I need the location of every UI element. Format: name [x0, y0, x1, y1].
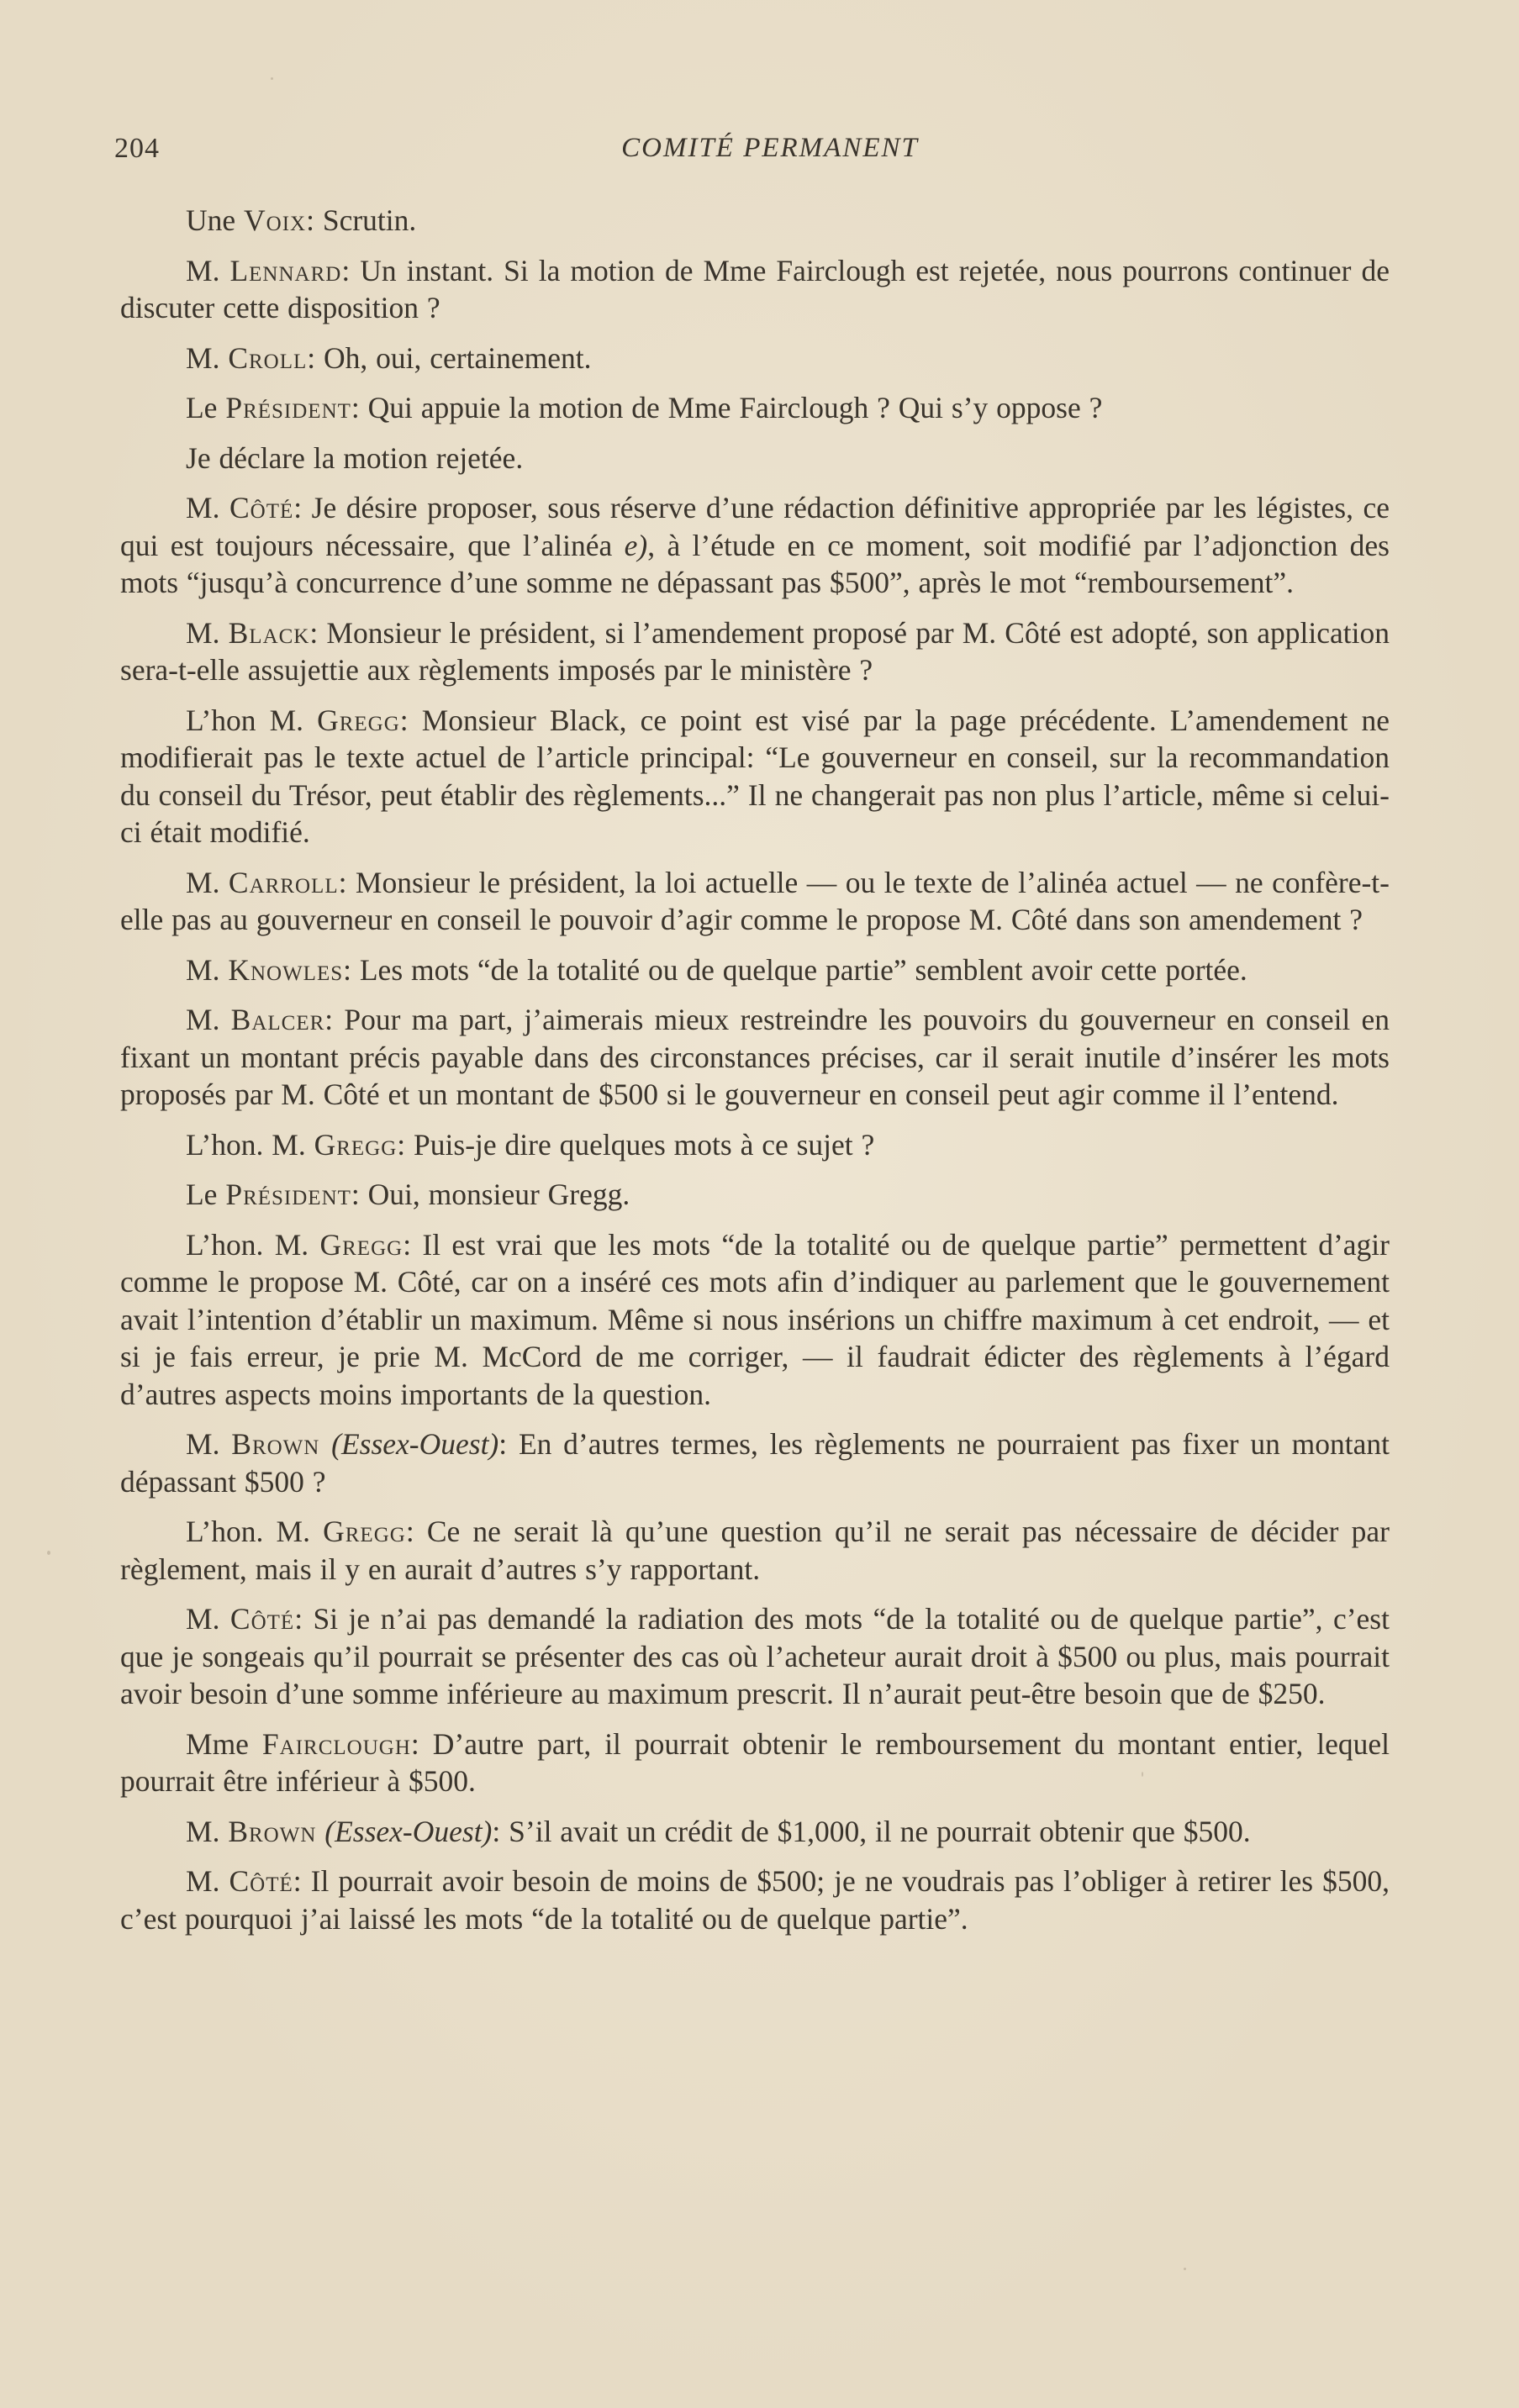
speaker-separator: :	[307, 340, 324, 375]
speech-text: Monsieur Black, ce point est visé par la page précédente. L’amendement ne modifierait pas le texte actuel de l’article principal: “Le gouverneur en conseil, sur la recommandation du conseil du Trésor, peut établir des règlements...” Il ne changerait pas non plus l’article, même si celui-ci était modifié.	[120, 703, 1390, 849]
speaker-title: M.	[186, 491, 220, 524]
speaker-title: Une	[186, 203, 236, 237]
speaker-separator: :	[294, 1602, 314, 1636]
transcript-paragraph	[120, 1176, 1390, 1214]
speech-text: Ce ne serait là qu’une question qu’il ne serait pas nécessaire de décider par règlement, mais il y en aurait d’autres s’y rapportant.	[120, 1515, 1390, 1586]
transcript-paragraph	[120, 489, 1390, 602]
transcript-paragraph	[120, 1226, 1390, 1414]
speaker-separator: :	[399, 703, 422, 737]
speaker-separator: :	[306, 203, 323, 237]
speaker-name: Gregg	[323, 1515, 406, 1548]
speaker-title: L’hon. M.	[186, 1515, 310, 1548]
transcript-paragraph	[120, 951, 1390, 989]
speech-text: Pour ma part, j’aimerais mieux restreindre les pouvoirs du gouverneur en conseil en fixant un montant précis payable dans des circonstances précises, car il serait inutile d’insérer les mots proposés par M. Côté et un montant de $500 si le gouverneur en conseil peut agir comme il l’entend.	[120, 1003, 1390, 1111]
speech-text: Si je n’ai pas demandé la radiation des mots “de la totalité ou de quelque partie”, c’est que je songeais qu’il pourrait se présenter des cas où l’acheteur aurait droit à $500 ou plus, mais pourrait avoir besoin d’une somme inférieure au maximum prescrit. Il n’aurait peut-être besoin que de $250.	[120, 1602, 1390, 1710]
transcript-paragraph	[120, 1863, 1390, 1937]
transcript-paragraph	[120, 440, 1390, 477]
speaker-title: L’hon M.	[186, 703, 304, 737]
paper-speck	[1142, 1772, 1143, 1777]
speech-text: Qui appuie la motion de Mme Fairclough ? Qui s’y oppose ?	[367, 391, 1103, 424]
speaker-name: Brown	[231, 1427, 320, 1461]
speaker-title: M.	[186, 1003, 220, 1036]
speaker-riding: (Essex-Ouest)	[324, 1814, 493, 1848]
speech-text: Les mots “de la totalité ou de quelque partie” semblent avoir cette portée.	[359, 952, 1247, 987]
speaker-name: Lennard	[229, 253, 342, 287]
transcript-paragraph	[120, 1425, 1390, 1500]
speaker-title: L’hon. M.	[186, 1127, 306, 1162]
speech-text: Monsieur le président, la loi actuelle — ou le texte de l’alinéa actuel — ne confère-t-elle pas au gouverneur en conseil le pouvoir d’agir comme le propose M. Côté dans son amendement ?	[120, 865, 1390, 936]
speech-text: Puis-je dire quelques mots à ce sujet ?	[414, 1127, 875, 1162]
speaker-separator: :	[492, 1814, 509, 1848]
speaker-separator: :	[403, 1227, 423, 1262]
transcript-paragraph	[120, 202, 1390, 240]
speaker-riding: (Essex-Ouest)	[331, 1427, 499, 1461]
speaker-separator: :	[341, 253, 361, 287]
speaker-name: Balcer	[230, 1003, 325, 1036]
transcript-paragraph	[120, 1726, 1390, 1800]
transcript-paragraph	[120, 1126, 1390, 1164]
transcript-body	[120, 202, 1390, 1950]
speaker-name: Fairclough	[261, 1726, 411, 1761]
speaker-separator: :	[498, 1427, 519, 1461]
speaker-separator: :	[293, 1864, 311, 1898]
speaker-title: Le	[186, 1178, 218, 1211]
speaker-separator: :	[343, 952, 360, 987]
transcript-paragraph	[120, 1600, 1390, 1713]
speaker-name: Gregg	[319, 1227, 403, 1262]
running-title: COMITÉ PERMANENT	[621, 133, 919, 163]
paper-speck	[1184, 2268, 1186, 2270]
page-number: 204	[114, 133, 160, 164]
speaker-name: Gregg	[317, 703, 400, 737]
speaker-name: Côté	[229, 491, 294, 524]
speaker-name: Voix	[244, 203, 307, 237]
paper-speck	[271, 77, 273, 80]
speaker-title: M.	[186, 340, 220, 375]
speech-text: Un instant. Si la motion de Mme Fairclough est rejetée, nous pourrons continuer de discuter cette disposition ?	[120, 253, 1390, 324]
speaker-separator: :	[309, 615, 327, 650]
speaker-separator: :	[397, 1127, 414, 1162]
speaker-separator: :	[405, 1515, 427, 1548]
speaker-name: Président	[225, 1178, 351, 1211]
speaker-title: M.	[186, 253, 220, 287]
speaker-name: Brown	[228, 1814, 317, 1848]
paper-speck	[47, 1551, 50, 1555]
speaker-separator: :	[351, 391, 368, 424]
speaker-separator: :	[324, 1003, 345, 1036]
speaker-name: Gregg	[314, 1127, 398, 1162]
speaker-name: Croll	[228, 340, 308, 375]
speech-text: Monsieur le président, si l’amendement proposé par M. Côté est adopté, son application sera-t-elle assujettie aux règlements imposés par le ministère ?	[120, 615, 1390, 687]
speech-text: Il pourrait avoir besoin de moins de $500; je ne voudrais pas l’obliger à retirer les $500, c’est pourquoi j’ai laissé les mots “de la totalité ou de quelque partie”.	[120, 1864, 1390, 1936]
speaker-separator: :	[338, 865, 356, 899]
speaker-title: M.	[186, 1814, 220, 1848]
transcript-paragraph	[120, 1813, 1390, 1851]
transcript-paragraph	[120, 1001, 1390, 1114]
speaker-title: M.	[186, 865, 220, 899]
speech-text: Oui, monsieur Gregg.	[367, 1178, 630, 1211]
speaker-name: Knowles	[228, 952, 344, 987]
speech-text: Je désire proposer, sous réserve d’une rédaction définitive appropriée par les légistes, ce qui est toujours nécessaire, que l’alinéa e), à l’étude en ce moment, soit modifié par l’adjonction des mots “jusqu’à concurrence d’une somme ne dépassant pas $500”, après le mot “remboursement”.	[120, 491, 1390, 599]
speaker-separator: :	[293, 491, 312, 524]
speaker-name: Président	[225, 391, 351, 424]
speaker-title: M.	[186, 1602, 220, 1636]
speech-text: Scrutin.	[322, 203, 417, 237]
speech-text: S’il avait un crédit de $1,000, il ne pourrait obtenir que $500.	[509, 1814, 1251, 1848]
speaker-title: M.	[186, 1427, 220, 1461]
speech-text: Oh, oui, certainement.	[324, 340, 592, 375]
speaker-separator: :	[410, 1726, 433, 1761]
speech-text: Il est vrai que les mots “de la totalité ou de quelque partie” permettent d’agir comme le propose M. Côté, car on a inséré ces mots afin d’indiquer au parlement que le gouvernement avait l’intention d’établir un maximum. Même si nous insérions un chiffre maximum à cet endroit, — et si je fais erreur, je prie M. McCord de me corriger, — il faudrait édicter des règlements à l’égard d’autres aspects moins importants de la question.	[120, 1227, 1390, 1411]
transcript-paragraph	[120, 389, 1390, 427]
speaker-name: Côté	[229, 1602, 295, 1636]
speaker-name: Black	[228, 615, 310, 650]
transcript-paragraph	[120, 702, 1390, 851]
speaker-separator: :	[351, 1178, 368, 1211]
speaker-title: Le	[186, 391, 218, 424]
speaker-title: M.	[186, 615, 220, 650]
speaker-title: Mme	[186, 1726, 249, 1761]
page-header	[114, 133, 1392, 170]
transcript-paragraph	[120, 864, 1390, 939]
transcript-paragraph	[120, 1513, 1390, 1588]
transcript-paragraph	[120, 340, 1390, 377]
speaker-title: M.	[186, 1864, 220, 1898]
speaker-title: M.	[186, 952, 220, 987]
speech-text: D’autre part, il pourrait obtenir le remboursement du montant entier, lequel pourrait être inférieur à $500.	[120, 1726, 1390, 1798]
speaker-name: Côté	[229, 1864, 293, 1898]
speech-text: En d’autres termes, les règlements ne pourraient pas fixer un montant dépassant $500 ?	[120, 1427, 1390, 1499]
transcript-paragraph	[120, 252, 1390, 327]
transcript-paragraph	[120, 614, 1390, 689]
speech-text: Je déclare la motion rejetée.	[186, 440, 524, 475]
speaker-title: L’hon. M.	[186, 1227, 309, 1262]
paragraph-reference: e)	[624, 528, 648, 562]
speaker-name: Carroll	[228, 865, 339, 899]
